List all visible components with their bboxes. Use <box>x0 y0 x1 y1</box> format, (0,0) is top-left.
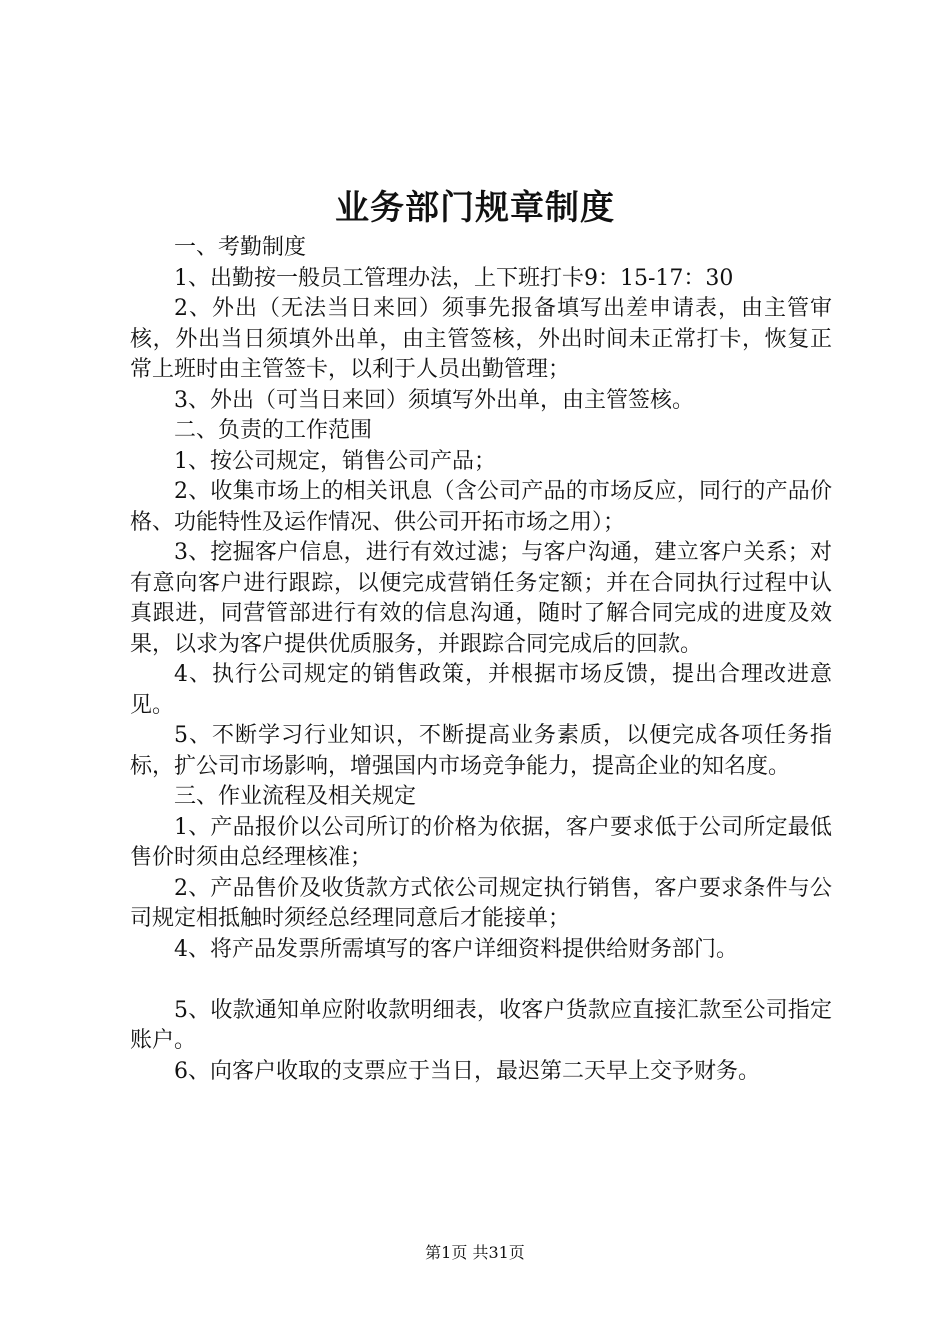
paragraph: 2、产品售价及收货款方式依公司规定执行销售，客户要求条件与公司规定相抵触时须经总经理同意后才能接单； <box>130 875 832 931</box>
paragraph: 1、产品报价以公司所订的价格为依据，客户要求低于公司所定最低售价时须由总经理核准； <box>130 814 832 870</box>
paragraph: 3、挖掘客户信息，进行有效过滤；与客户沟通，建立客户关系；对有意向客户进行跟踪，以便完成营销任务定额；并在合同执行过程中认真跟进，同营管部进行有效的信息沟通，随时了解合同完成的进度及效果，以求为客户提供优质服务，并跟踪合同完成后的回款。 <box>130 540 832 657</box>
paragraph: 6、向客户收取的支票应于当日，最迟第二天早上交予财务。 <box>174 1058 760 1084</box>
paragraph: 2、收集市场上的相关讯息（含公司产品的市场反应，同行的产品价格、功能特性及运作情况、供公司开拓市场之用）； <box>130 479 832 535</box>
document-title: 业务部门规章制度 <box>335 188 615 228</box>
paragraph: 1、按公司规定，销售公司产品； <box>174 448 496 474</box>
paragraph: 4、执行公司规定的销售政策，并根据市场反馈，提出合理改进意见。 <box>130 662 832 718</box>
section-heading-attendance: 一、考勤制度 <box>174 235 307 260</box>
paragraph: 4、将产品发票所需填写的客户详细资料提供给财务部门。 <box>174 936 738 962</box>
document-body <box>130 233 832 1087</box>
paragraph: 1、出勤按一般员工管理办法，上下班打卡9：15-17：30 <box>174 265 734 291</box>
section-heading-scope: 二、负责的工作范围 <box>174 418 373 443</box>
paragraph: 3、外出（可当日来回）须填写外出单，由主管签核。 <box>174 387 694 413</box>
paragraph: 5、收款通知单应附收款明细表，收客户货款应直接汇款至公司指定账户。 <box>130 997 832 1053</box>
section-heading-workflow: 三、作业流程及相关规定 <box>174 784 417 809</box>
page-footer: 第1页 共31页 <box>425 1243 525 1262</box>
blank-line <box>130 965 832 996</box>
paragraph: 5、不断学习行业知识，不断提高业务素质，以便完成各项任务指标，扩公司市场影响，增强国内市场竞争能力，提高企业的知名度。 <box>130 723 832 779</box>
paragraph: 2、外出（无法当日来回）须事先报备填写出差申请表，由主管审核，外出当日须填外出单，由主管签核，外出时间未正常打卡，恢复正常上班时由主管签卡，以利于人员出勤管理； <box>130 296 832 382</box>
